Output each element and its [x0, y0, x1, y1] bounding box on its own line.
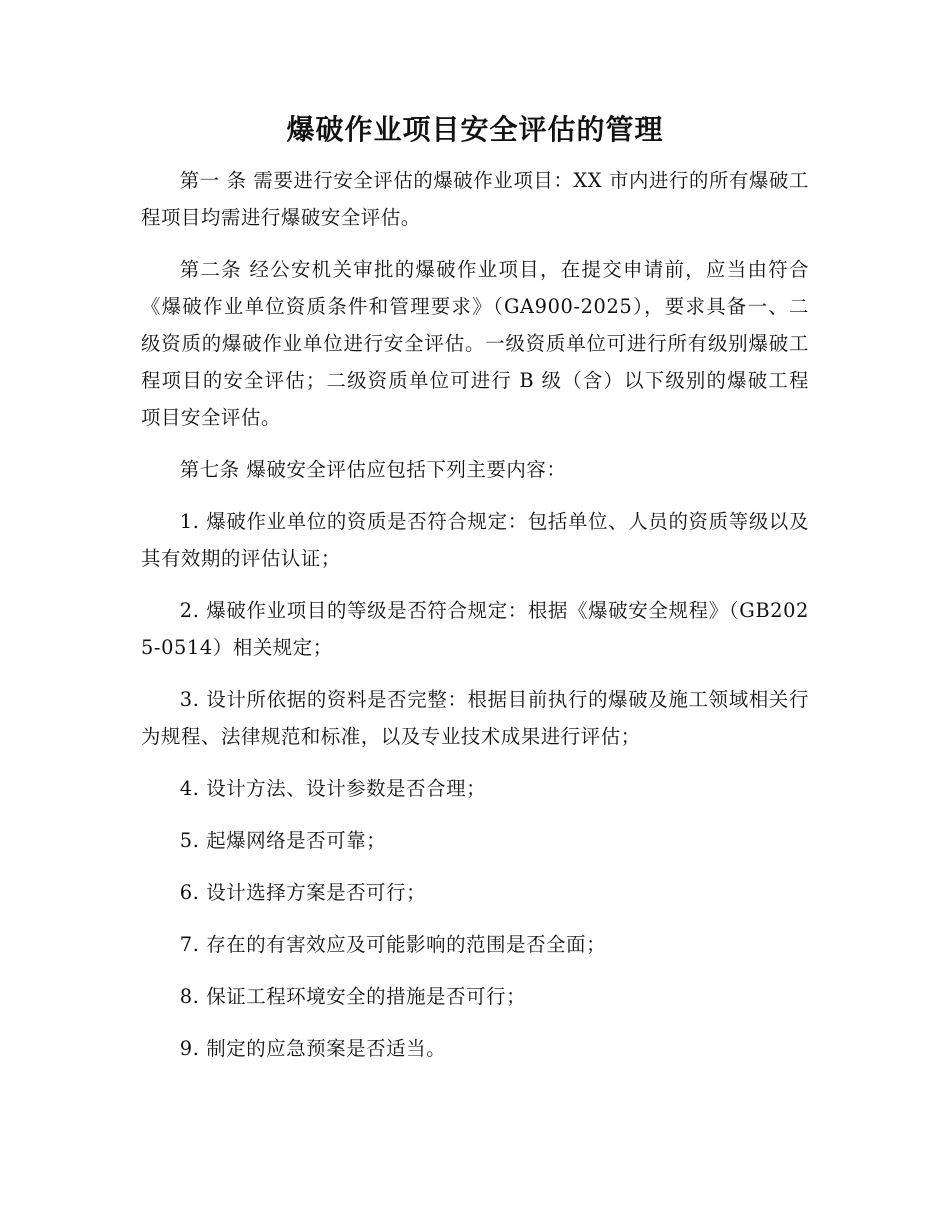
document-title: 爆破作业项目安全评估的管理	[286, 113, 664, 146]
list-item-2: 2. 爆破作业项目的等级是否符合规定：根据《爆破安全规程》（GB2025-0514）相关规定；	[141, 599, 809, 659]
list-item-9: 9. 制定的应急预案是否适当。	[179, 1037, 447, 1060]
list-item-5: 5. 起爆网络是否可靠；	[179, 829, 387, 852]
article-1: 第一 条 需要进行安全评估的爆破作业项目：XX 市内进行的所有爆破工程项目均需进行爆破安全评估。	[141, 169, 809, 229]
list-item-6: 6. 设计选择方案是否可行；	[179, 881, 427, 904]
article-2: 第二条 经公安机关审批的爆破作业项目，在提交申请前，应当由符合《爆破作业单位资质条件和管理要求》（GA900-2025），要求具备一、二级资质的爆破作业单位进行安全评估。一级资质单位可进行所有级别爆破工程项目的安全评估；二级资质单位可进行 B 级（含）以下级别的爆破工程项目安全评估。	[141, 258, 809, 429]
list-item-7: 7. 存在的有害效应及可能影响的范围是否全面；	[179, 933, 607, 956]
article-7: 第七条 爆破安全评估应包括下列主要内容：	[179, 458, 567, 481]
list-item-3: 3. 设计所依据的资料是否完整：根据目前执行的爆破及施工领域相关行为规程、法律规范和标准，以及专业技术成果进行评估；	[141, 688, 809, 748]
list-item-8: 8. 保证工程环境安全的措施是否可行；	[179, 985, 527, 1008]
list-item-4: 4. 设计方法、设计参数是否合理；	[179, 777, 487, 800]
list-item-1: 1. 爆破作业单位的资质是否符合规定：包括单位、人员的资质等级以及其有效期的评估认证；	[141, 510, 809, 570]
document-page	[141, 110, 809, 1082]
